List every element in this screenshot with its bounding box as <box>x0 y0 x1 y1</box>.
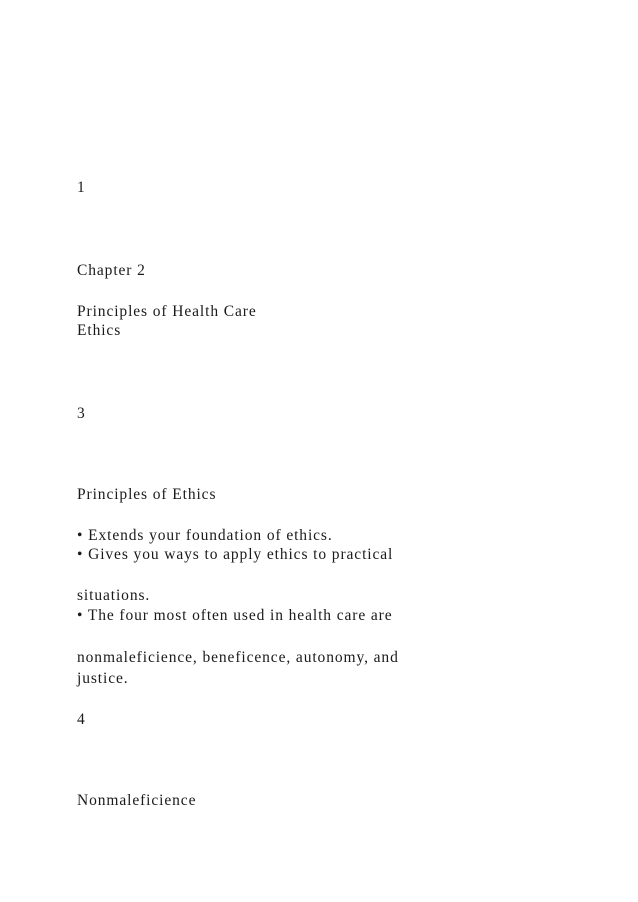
bullet-continuation: justice. <box>77 670 129 687</box>
bullet-continuation: nonmaleficience, beneficence, autonomy, and <box>77 649 399 666</box>
bullet-item: • Extends your foundation of ethics. <box>77 527 333 544</box>
bullet-item: • Gives you ways to apply ethics to practical <box>77 546 394 563</box>
chapter-heading: Chapter 2 <box>77 262 146 279</box>
section-heading: Nonmaleficience <box>77 792 197 809</box>
bullet-continuation: situations. <box>77 587 151 604</box>
chapter-title-line-1: Principles of Health Care <box>77 303 257 320</box>
page-number: 4 <box>77 711 86 728</box>
bullet-item: • The four most often used in health care are <box>77 607 393 624</box>
page-number: 1 <box>77 179 86 196</box>
chapter-title-line-2: Ethics <box>77 322 122 339</box>
page-number: 3 <box>77 405 86 422</box>
section-heading: Principles of Ethics <box>77 486 217 503</box>
